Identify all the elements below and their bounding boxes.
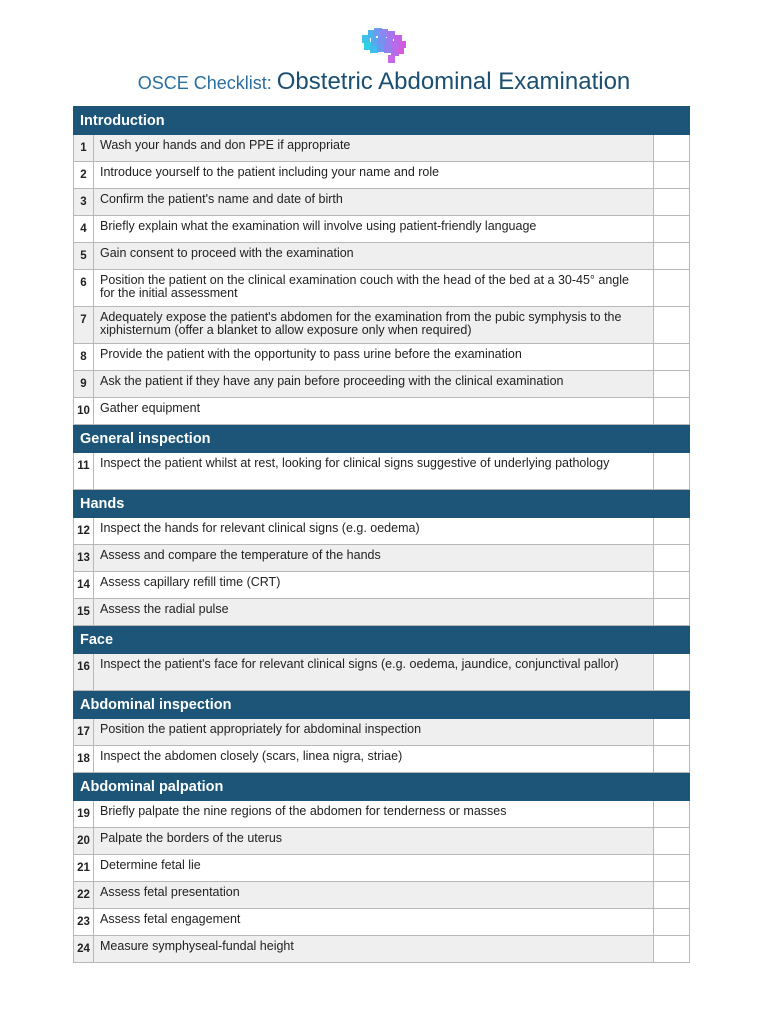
item-text: Adequately expose the patient's abdomen for the examination from the pubic symphysis to the xiphisternum (offer a blanket to allow exposure only when required)	[94, 307, 654, 344]
item-checkbox[interactable]	[653, 270, 689, 307]
item-checkbox[interactable]	[653, 216, 689, 243]
item-checkbox[interactable]	[653, 189, 689, 216]
title-prefix: OSCE Checklist:	[137, 73, 277, 93]
item-checkbox[interactable]	[653, 398, 689, 425]
checklist-row	[74, 270, 690, 307]
checklist-row	[74, 162, 690, 189]
section-header	[74, 773, 690, 801]
checklist-row	[74, 719, 690, 746]
brain-logo-icon	[360, 27, 408, 65]
item-checkbox[interactable]	[653, 518, 689, 545]
section-heading: Hands	[74, 490, 690, 518]
checklist-row	[74, 801, 690, 828]
item-number: 12	[74, 518, 94, 545]
item-checkbox[interactable]	[653, 882, 689, 909]
item-number: 10	[74, 398, 94, 425]
item-checkbox[interactable]	[653, 344, 689, 371]
item-text: Inspect the hands for relevant clinical signs (e.g. oedema)	[94, 518, 654, 545]
item-text: Assess the radial pulse	[94, 599, 654, 626]
checklist-table	[73, 106, 690, 963]
item-number: 17	[74, 719, 94, 746]
checklist-row	[74, 882, 690, 909]
title-main: Obstetric Abdominal Examination	[276, 68, 631, 95]
item-text: Position the patient appropriately for abdominal inspection	[94, 719, 654, 746]
item-number: 6	[74, 270, 94, 307]
item-number: 7	[74, 307, 94, 344]
section-heading: Face	[74, 626, 690, 654]
item-text: Inspect the patient whilst at rest, looking for clinical signs suggestive of underlying pathology	[94, 453, 654, 490]
item-checkbox[interactable]	[653, 855, 689, 882]
item-number: 18	[74, 746, 94, 773]
checklist-row	[74, 243, 690, 270]
item-text: Assess fetal engagement	[94, 909, 654, 936]
item-checkbox[interactable]	[653, 371, 689, 398]
item-number: 11	[74, 453, 94, 490]
item-number: 24	[74, 936, 94, 963]
item-checkbox[interactable]	[653, 719, 689, 746]
section-header	[74, 425, 690, 453]
item-number: 21	[74, 855, 94, 882]
checklist-row	[74, 453, 690, 490]
item-text: Introduce yourself to the patient including your name and role	[94, 162, 654, 189]
item-text: Wash your hands and don PPE if appropriate	[94, 135, 654, 162]
item-checkbox[interactable]	[653, 599, 689, 626]
item-checkbox[interactable]	[653, 307, 689, 344]
item-number: 8	[74, 344, 94, 371]
item-checkbox[interactable]	[653, 572, 689, 599]
item-text: Assess and compare the temperature of the hands	[94, 545, 654, 572]
item-text: Ask the patient if they have any pain before proceeding with the clinical examination	[94, 371, 654, 398]
checklist-row	[74, 572, 690, 599]
checklist-row	[74, 828, 690, 855]
item-text: Confirm the patient's name and date of birth	[94, 189, 654, 216]
item-text: Assess fetal presentation	[94, 882, 654, 909]
section-header	[74, 107, 690, 135]
item-checkbox[interactable]	[653, 654, 689, 691]
item-number: 15	[74, 599, 94, 626]
item-checkbox[interactable]	[653, 936, 689, 963]
checklist-row	[74, 909, 690, 936]
item-number: 20	[74, 828, 94, 855]
item-number: 3	[74, 189, 94, 216]
checklist-row	[74, 216, 690, 243]
item-number: 5	[74, 243, 94, 270]
checklist-row	[74, 518, 690, 545]
item-checkbox[interactable]	[653, 909, 689, 936]
checklist-row	[74, 654, 690, 691]
item-text: Position the patient on the clinical examination couch with the head of the bed at a 30-45° angle for the initial assessment	[94, 270, 654, 307]
checklist-row	[74, 936, 690, 963]
item-text: Provide the patient with the opportunity to pass urine before the examination	[94, 344, 654, 371]
item-number: 4	[74, 216, 94, 243]
item-text: Briefly explain what the examination will involve using patient-friendly language	[94, 216, 654, 243]
item-number: 9	[74, 371, 94, 398]
checklist-row	[74, 135, 690, 162]
item-text: Inspect the patient's face for relevant clinical signs (e.g. oedema, jaundice, conjunctival pallor)	[94, 654, 654, 691]
section-header	[74, 626, 690, 654]
section-heading: Abdominal inspection	[74, 691, 690, 719]
checklist-row	[74, 189, 690, 216]
item-checkbox[interactable]	[653, 135, 689, 162]
section-header	[74, 490, 690, 518]
item-text: Palpate the borders of the uterus	[94, 828, 654, 855]
page-title	[0, 68, 768, 96]
item-number: 22	[74, 882, 94, 909]
item-text: Gain consent to proceed with the examination	[94, 243, 654, 270]
item-checkbox[interactable]	[653, 453, 689, 490]
checklist-row	[74, 344, 690, 371]
item-number: 16	[74, 654, 94, 691]
section-header	[74, 691, 690, 719]
checklist-row	[74, 599, 690, 626]
checklist-row	[74, 545, 690, 572]
item-number: 23	[74, 909, 94, 936]
item-checkbox[interactable]	[653, 545, 689, 572]
item-text: Gather equipment	[94, 398, 654, 425]
item-checkbox[interactable]	[653, 801, 689, 828]
item-number: 2	[74, 162, 94, 189]
item-text: Measure symphyseal-fundal height	[94, 936, 654, 963]
checklist-row	[74, 398, 690, 425]
checklist-row	[74, 746, 690, 773]
item-checkbox[interactable]	[653, 162, 689, 189]
item-checkbox[interactable]	[653, 828, 689, 855]
item-text: Determine fetal lie	[94, 855, 654, 882]
item-text: Assess capillary refill time (CRT)	[94, 572, 654, 599]
checklist-row	[74, 855, 690, 882]
section-heading: Introduction	[74, 107, 690, 135]
item-number: 1	[74, 135, 94, 162]
item-number: 19	[74, 801, 94, 828]
section-heading: Abdominal palpation	[74, 773, 690, 801]
item-number: 13	[74, 545, 94, 572]
item-checkbox[interactable]	[653, 243, 689, 270]
checklist-row	[74, 371, 690, 398]
section-heading: General inspection	[74, 425, 690, 453]
item-checkbox[interactable]	[653, 746, 689, 773]
item-number: 14	[74, 572, 94, 599]
item-text: Inspect the abdomen closely (scars, linea nigra, striae)	[94, 746, 654, 773]
checklist-row	[74, 307, 690, 344]
item-text: Briefly palpate the nine regions of the abdomen for tenderness or masses	[94, 801, 654, 828]
